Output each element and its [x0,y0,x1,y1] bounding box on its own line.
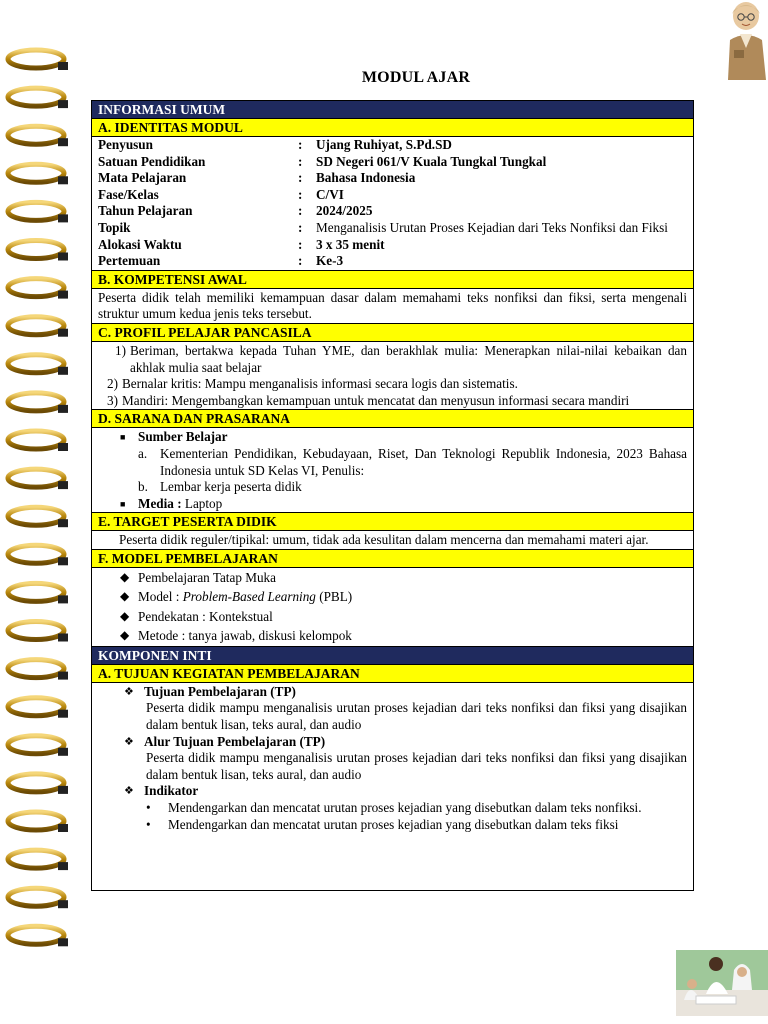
binder-ring-icon [8,241,68,261]
colon: : [298,219,303,235]
binder-ring-icon [8,88,68,108]
komponen-inti-header: KOMPONEN INTI [92,647,693,665]
square-bullet-icon: ■ [120,498,126,509]
identitas-value: Bahasa Indonesia [316,170,416,186]
binder-ring-icon [8,660,68,680]
model-suffix: (PBL) [315,589,353,605]
kompetensi-awal-text: Peserta didik telah memiliki kemampuan dasar dalam memahami teks nonfiksi dan fiksi, serta mengenali struktur umum kedua jenis teks tersebut. [92,289,693,324]
binder-ring-icon [8,583,68,603]
list-item [138,479,687,496]
profil-pancasila-section [92,342,693,410]
list-item [120,496,687,513]
colon: : [298,203,303,219]
model-italic: Problem-Based Learning [182,589,316,605]
item-text: Beriman, bertakwa kepada Tuhan YME, dan berakhlak mulia: Menerapkan nilai-nilai kebaikan dan akhlak mulia saat belajar [130,342,687,375]
binder-ring-icon [8,698,68,718]
identitas-value: Ke-3 [316,253,344,269]
binder-ring-icon [8,469,68,489]
identitas-key: Penyusun [98,137,153,152]
identitas-key: Pertemuan [98,253,161,269]
list-item [120,568,687,588]
atp-label: Alur Tujuan Pembelajaran (TP) [144,733,326,749]
identitas-key: Fase/Kelas [98,186,159,202]
identitas-key: Tahun Pelajaran [98,203,193,219]
item-number: 1) [115,342,126,358]
identitas-key: Satuan Pendidikan [98,153,206,169]
binder-ring-icon [8,622,68,642]
diamond-bullet-icon: ◆ [120,589,130,604]
diamond-bullet-icon: ◆ [120,608,130,623]
identitas-row [98,220,687,237]
list-item [146,817,687,834]
identitas-row [98,137,687,154]
binder-rings [4,42,74,962]
binder-ring-icon [8,50,68,70]
binder-ring-icon [8,317,68,337]
binder-ring-icon [8,507,68,527]
tp-text: Peserta didik mampu menganalisis urutan proses kejadian dari teks nonfiksi dan fiksi yang disajikan dalam bentuk lisan, teks aural, dan audio [146,700,687,733]
bullet-icon: • [146,816,151,832]
model-pembelajaran-heading: F. MODEL PEMBELAJARAN [92,550,693,568]
item-number: 3) [107,392,118,408]
item-text: Kementerian Pendidikan, Kebudayaan, Riset, Dan Teknologi Republik Indonesia, 2023 Bahasa Indonesia untuk SD Kelas VI, Penulis: [160,445,687,478]
model-pembelajaran-section [92,568,693,647]
media-label: Media : [138,495,182,511]
binder-ring-icon [8,926,68,946]
item-marker: a. [138,445,148,461]
list-item [138,446,687,479]
identitas-value: C/VI [316,186,344,202]
atp-text: Peserta didik mampu menganalisis urutan proses kejadian dari teks nonfiksi dan fiksi yang disajikan dalam bentuk lisan, teks aural, dan audio [146,750,687,782]
sarana-prasarana-heading: D. SARANA DAN PRASARANA [92,410,693,428]
kompetensi-awal-heading: B. KOMPETENSI AWAL [92,271,693,289]
binder-ring-icon [8,850,68,870]
media-value: Laptop [184,495,223,511]
item-text: Pembelajaran Tatap Muka [138,569,276,585]
colon: : [298,236,303,252]
list-item [120,429,687,446]
binder-ring-icon [8,774,68,794]
binder-ring-icon [8,888,68,908]
target-peserta-heading: E. TARGET PESERTA DIDIK [92,513,693,531]
binder-ring-icon [8,279,68,299]
binder-ring-icon [8,355,68,375]
teacher-illustration [722,0,768,80]
item-text: Mandiri: Mengembangkan kemampuan untuk mencatat dan menyusun informasi secara mandiri [122,392,630,408]
item-marker: b. [138,479,148,495]
list-item [146,800,687,817]
colon: : [298,153,303,169]
identitas-value: Ujang Ruhiyat, S.Pd.SD [316,137,452,152]
identitas-row [98,187,687,204]
item-text: Lembar kerja peserta didik [160,479,302,495]
item-number: 2) [107,376,118,392]
bullet-icon: • [146,800,151,816]
identitas-value: Menganalisis Urutan Proses Kejadian dari Teks Nonfiksi dan Fiksi [316,219,668,235]
four-diamond-bullet-icon: ❖ [124,685,134,698]
list-item [98,376,687,393]
colon: : [298,137,303,152]
item-text: Mendengarkan dan mencatat urutan proses kejadian yang disebutkan dalam teks nonfiksi. [168,800,642,816]
identitas-row [98,154,687,171]
identitas-row [98,237,687,254]
binder-ring-icon [8,431,68,451]
identitas-key: Topik [98,219,131,235]
identitas-key: Mata Pelajaran [98,170,187,186]
binder-ring-icon [8,393,68,413]
list-item [124,783,687,800]
colon: : [298,253,303,269]
students-illustration [676,950,768,1016]
identitas-value: 2024/2025 [316,203,373,219]
item-text: Metode : tanya jawab, diskusi kelompok [138,628,352,644]
tp-label: Tujuan Pembelajaran (TP) [144,683,296,699]
identitas-row [98,170,687,187]
identitas-key: Alokasi Waktu [98,236,182,252]
indikator-label: Indikator [144,783,199,799]
identitas-modul-heading: A. IDENTITAS MODUL [92,119,693,137]
list-item [120,607,687,627]
colon: : [298,170,303,186]
diamond-bullet-icon: ◆ [120,628,130,643]
binder-ring-icon [8,812,68,832]
binder-ring-icon [8,164,68,184]
list-item [106,343,687,376]
sumber-belajar-label: Sumber Belajar [138,429,228,445]
identitas-row [98,203,687,220]
identitas-modul-section [92,137,693,271]
list-item [98,393,687,410]
binder-ring-icon [8,202,68,222]
sarana-prasarana-section [92,428,693,513]
identitas-value: SD Negeri 061/V Kuala Tungkal Tungkal [316,153,547,169]
four-diamond-bullet-icon: ❖ [124,785,134,798]
binder-ring-icon [8,545,68,565]
four-diamond-bullet-icon: ❖ [124,735,134,748]
profil-pancasila-heading: C. PROFIL PELAJAR PANCASILA [92,324,693,342]
identitas-row [98,253,687,270]
item-text: Pendekatan : Kontekstual [138,608,273,624]
identitas-value: 3 x 35 menit [316,236,385,252]
list-item [124,684,687,701]
target-peserta-text: Peserta didik reguler/tipikal: umum, tidak ada kesulitan dalam mencerna dan memahami materi ajar. [92,531,693,550]
square-bullet-icon: ■ [120,432,126,443]
tujuan-kegiatan-section [92,683,693,833]
item-text: Bernalar kritis: Mampu menganalisis informasi secara logis dan sistematis. [122,376,518,392]
diamond-bullet-icon: ◆ [120,569,130,584]
binder-ring-icon [4,42,74,962]
binder-ring-icon [8,736,68,756]
list-item [120,587,687,607]
informasi-umum-header: INFORMASI UMUM [92,101,693,119]
module-document [91,100,694,891]
page-title: MODUL AJAR [361,69,471,86]
binder-ring-icon [8,126,68,146]
tujuan-kegiatan-heading: A. TUJUAN KEGIATAN PEMBELAJARAN [92,665,693,683]
model-prefix: Model : [138,589,183,605]
item-text: Mendengarkan dan mencatat urutan proses kejadian yang disebutkan dalam teks fiksi [168,816,619,832]
list-item [124,734,687,751]
colon: : [298,186,303,202]
list-item [120,626,687,646]
